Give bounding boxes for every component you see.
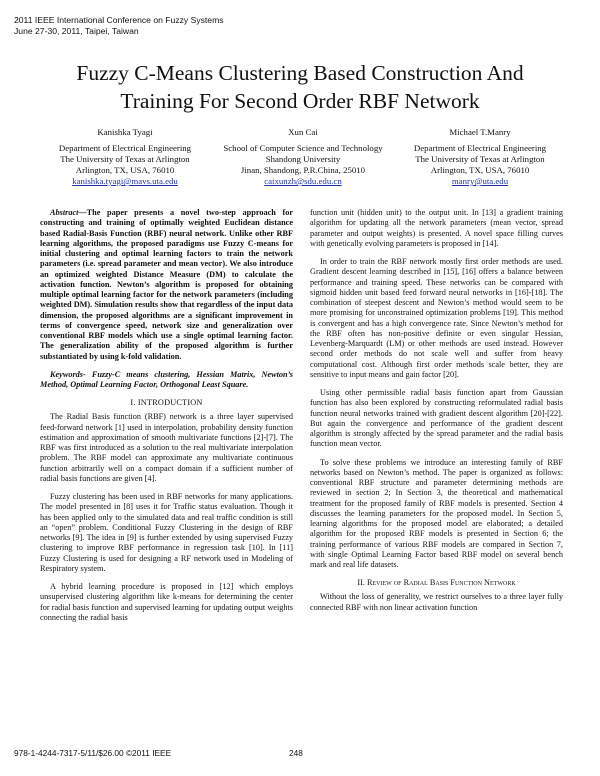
author-dept: School of Computer Science and Technology [223, 143, 383, 153]
right-column [310, 208, 563, 613]
paragraph: Using other permissible radial basis function apart from Gaussian function has also been explored by constructing reformulated radial basis function neural networks trained with gradient descent algorithm [20]-[22]. But again the convergence and performance of the gradient descent algorithm is strongly affected by the spread parameter and the radial basis function mean vector. [310, 388, 563, 449]
author-email-link[interactable]: caixunzh@sdu.edu.cn [264, 176, 342, 186]
conference-name: 2011 IEEE International Conference on Fuzzy Systems [14, 15, 224, 25]
author-email-link[interactable]: manry@uta.edu [451, 176, 509, 186]
section-heading-introduction [40, 398, 293, 408]
footer-isbn: 978-1-4244-7317-5/11/$26.00 ©2011 IEEE [14, 748, 172, 758]
author-name: Michael T.Manry [449, 127, 511, 137]
author-org: Shandong University [265, 154, 341, 164]
page-number: 248 [289, 748, 303, 758]
paragraph: Without the loss of generality, we restrict ourselves to a three layer fully connected RBF with non linear activation function [310, 592, 563, 612]
author-block-3 [396, 127, 564, 187]
author-name: Kanishka Tyagi [97, 127, 153, 137]
abstract [40, 208, 293, 362]
author-city: Arlington, TX, USA, 76010 [430, 165, 530, 175]
paragraph: A hybrid learning procedure is proposed in [12] which employs unsupervised clustering algorithm like k-means for determining the center for radial basis function and supervised learning for updating output weights connecting the radial basis [40, 582, 293, 622]
author-dept: Department of Electrical Engineering [413, 143, 547, 153]
paragraph: To solve these problems we introduce an interesting family of RBF networks based on Newton’s method. The paper is organized as follows: conventional RBF structure and parameter determining methods are reviewed in section 2; In Section 3, the theoretical and mathematical treatment for the proposed family of RBF models is presented. Section 4 discusses the learning parameters for the proposed model. In Section 5, learning algorithms for the proposed model are elaborated; a detailed algorithm for the proposed RBF models is presented in Section 6; the training performance of various RBF models are compared in Section 7, with single Optimal Learning Factor based RBF model on several bench mark and real life datasets. [310, 457, 563, 569]
keywords [40, 370, 293, 391]
paper-title-line-1: Fuzzy C-Means Clustering Based Construction And [76, 61, 524, 85]
author-email-link[interactable]: kanishka.tyagi@mavs.uta.edu [72, 176, 178, 186]
keywords-label: Keywords- [50, 369, 86, 379]
author-block-1 [40, 127, 210, 187]
section-heading-text: I. INTRODUCTION [130, 398, 203, 408]
author-city: Jinan, Shandong, P.R.China, 25010 [240, 165, 366, 175]
left-column [40, 208, 293, 623]
author-org: The University of Texas at Arlington [415, 154, 545, 164]
section-heading-review [310, 578, 563, 588]
author-name: Xun Cai [288, 127, 318, 137]
abstract-text: —The paper presents a novel two-step approach for constructing and training of optimally weighted Euclidean distance based Radial-Basis Function (RBF) neural network. Unlike other RBF learning algorithms, the proposed paradigms use Fuzzy C-means for initial clustering and optimal learning factors to train the network parameters (i.e. spread parameter and mean vector). We also introduce an optimized weighted Distance Measure (DM) to calculate the activation function. Newton’s algorithm is proposed for obtaining multiple optimal learning factor for the network parameters (including weighted DM). Simulation results show that regardless of the input data dimension, the proposed algorithms are a significant improvement in terms of convergence speed, network size and generalization over conventional RBF models which use a single optimal learning factor. The generalization ability of the proposed algorithm is further substantiated by using k-fold validation. [40, 208, 293, 361]
author-city: Arlington, TX, USA, 76010 [75, 165, 175, 175]
author-dept: Department of Electrical Engineering [58, 143, 192, 153]
conference-header [14, 15, 224, 37]
paragraph: The Radial Basis function (RBF) network is a three layer supervised feed-forward network [1] used in interpolation, probability density function estimation and approximation of smooth multivariate functions [2]-[7]. The RBF was first introduced as a solution to the real multivariate interpolation problem. The RBF model can approximate any multivariate continuous function arbitrarily well on a compact domain if a sufficient number of radial basis functions are given [4]. [40, 412, 293, 483]
paper-title-line-2: Training For Second Order RBF Network [120, 89, 480, 113]
paragraph: In order to train the RBF network mostly first order methods are used. Gradient descent learning described in [15], [16] offers a balance between performance and training speed. These networks can be compared with sigmoid hidden unit based feed forward neural networks in [16]-[18]. The combination of steepest descent and Newton’s method would seem to be more promising for unconstrained optimization problems [19]. This method is convergent and has a high convergence rate. Since Newton’s method for the RBF often has non-positive definite or even singular Hessian, Levenberg-Marquardt (LM) or other methods are used instead. However second order methods do not scale well and suffer from heavy computational cost. Although first order methods scale better, they are sensitive to input means and gain factor [20]. [310, 257, 563, 379]
paragraph: Fuzzy clustering has been used in RBF networks for many applications. The model presented in [8] uses it for Traffic status evaluation. Though it has been applied only to the simulated data and real traffic condition is still an “open” problem. Conditional Fuzzy Clustering in the design of RBF networks [9]. The idea in [9] is further extended by using supervised Fuzzy clustering to improve RBF performance in regression task [10]. In [11] Fuzzy Clustering is used for designing a RF network used in Modeling of Respiratory system. [40, 492, 293, 573]
author-org: The University of Texas at Arlington [60, 154, 190, 164]
conference-location: June 27-30, 2011, Taipei, Taiwan [14, 26, 139, 36]
keywords-text: Fuzzy-C means clustering, Hessian Matrix, Newton’s Method, Optimal Learning Factor, Orthogonal Least Square. [40, 369, 293, 389]
abstract-label: Abstract [50, 208, 79, 217]
author-block-2 [210, 127, 396, 187]
paragraph: function unit (hidden unit) to the output unit. In [13] a gradient training algorithm for updating all the network parameters (mean vector, spread parameter and output weights) is presented. A novel space filling curves with genetically evolving parameters is proposed in [14]. [310, 208, 563, 248]
section-heading-text: II. Review of Radial Basis Function Network [357, 578, 516, 588]
